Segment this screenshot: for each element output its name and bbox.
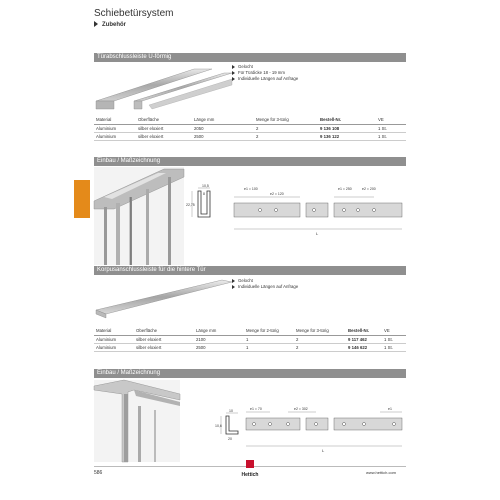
dim-label: 10,5: [202, 184, 209, 188]
bullet-item: Gelocht: [232, 278, 298, 284]
strip-drilling-drawing-2: [244, 402, 406, 458]
spec-table-3: [94, 327, 406, 352]
corpus-strip-cross-section: [215, 408, 244, 442]
table-row: Aluminium silber eloxiert 2500 2 9 136 122 1 St.: [94, 132, 406, 140]
u-profile-photo: [94, 63, 234, 111]
chapter-tab: [74, 180, 90, 218]
section-bar-installation-2: Einbau / Maßzeichnung: [94, 369, 406, 378]
installation-photo-2: [94, 380, 180, 462]
table-row: Aluminium silber eloxiert 2500 1 2 9 146 622 1 St.: [94, 343, 406, 351]
section-bar-corpus-strip: Korpusanschlussleiste für die hintere Tür: [94, 266, 406, 275]
subtitle-text: Zubehör: [102, 22, 126, 28]
table-header-row: Material Oberfläche Länge mm Menge für 2-türig Menge für 3-türig Bestell-Nr. VE: [94, 327, 406, 335]
hettich-logo: [236, 460, 264, 478]
page-subtitle: [94, 21, 126, 28]
strip-drilling-drawing-1: [230, 185, 406, 240]
bullet-item: Gelocht: [232, 64, 298, 70]
bullet-item: Für Türdicke 18 - 19 mm: [232, 70, 298, 76]
triangle-bullet-icon: [232, 279, 235, 283]
triangle-bullet-icon: [232, 285, 235, 289]
page-number: 586: [94, 470, 103, 476]
page-title: Schiebetürsystem: [94, 8, 174, 19]
triangle-bullet-icon: [232, 65, 235, 69]
dim-label: e2 = 302: [294, 407, 308, 411]
dim-label: 20: [228, 437, 232, 441]
triangle-bullet-icon: [232, 77, 235, 81]
dim-label: L: [316, 231, 319, 236]
website-link[interactable]: www.hettich.com: [366, 470, 397, 475]
dim-label: 10: [229, 409, 233, 413]
table-row: Aluminium silber eloxiert 2100 1 2 9 117 462 1 St.: [94, 335, 406, 343]
section-bar-installation-1: Einbau / Maßzeichnung: [94, 157, 406, 166]
triangle-bullet-icon: [94, 21, 98, 27]
spec-table-1: [94, 116, 406, 141]
installation-photo-1: [94, 167, 184, 265]
table-row: Aluminium silber eloxiert 2050 2 9 136 108 1 St.: [94, 124, 406, 132]
dim-label: e1 = 70: [250, 407, 262, 411]
u-profile-cross-section-1: [188, 183, 218, 228]
bullet-list-3: [232, 278, 298, 290]
corpus-strip-photo: [94, 278, 234, 320]
dim-label: e1 = 100: [244, 187, 258, 191]
bullet-item: Individuelle Längen auf Anfrage: [232, 284, 298, 290]
dim-label: e1: [388, 407, 392, 411]
brand-name: Hettich: [241, 472, 259, 478]
dim-label: e1 = 250: [338, 187, 352, 191]
dim-label: 8: [203, 192, 205, 196]
dim-label: e2 = 200: [362, 187, 376, 191]
dim-label: L: [322, 448, 325, 453]
triangle-bullet-icon: [232, 71, 235, 75]
bullet-item: Individuelle Längen auf Anfrage: [232, 76, 298, 82]
dim-label: 22,75: [186, 203, 195, 207]
bullet-list-1: [232, 64, 298, 82]
section-bar-door-end-strip: Türabschlussleiste U-förmig: [94, 53, 406, 62]
dim-label: e2 = 120: [270, 192, 284, 196]
table-header-row: Material Oberfläche Länge mm Menge für 3-türig Bestell-Nr. VE: [94, 116, 406, 124]
dim-label: 10,6: [215, 424, 222, 428]
